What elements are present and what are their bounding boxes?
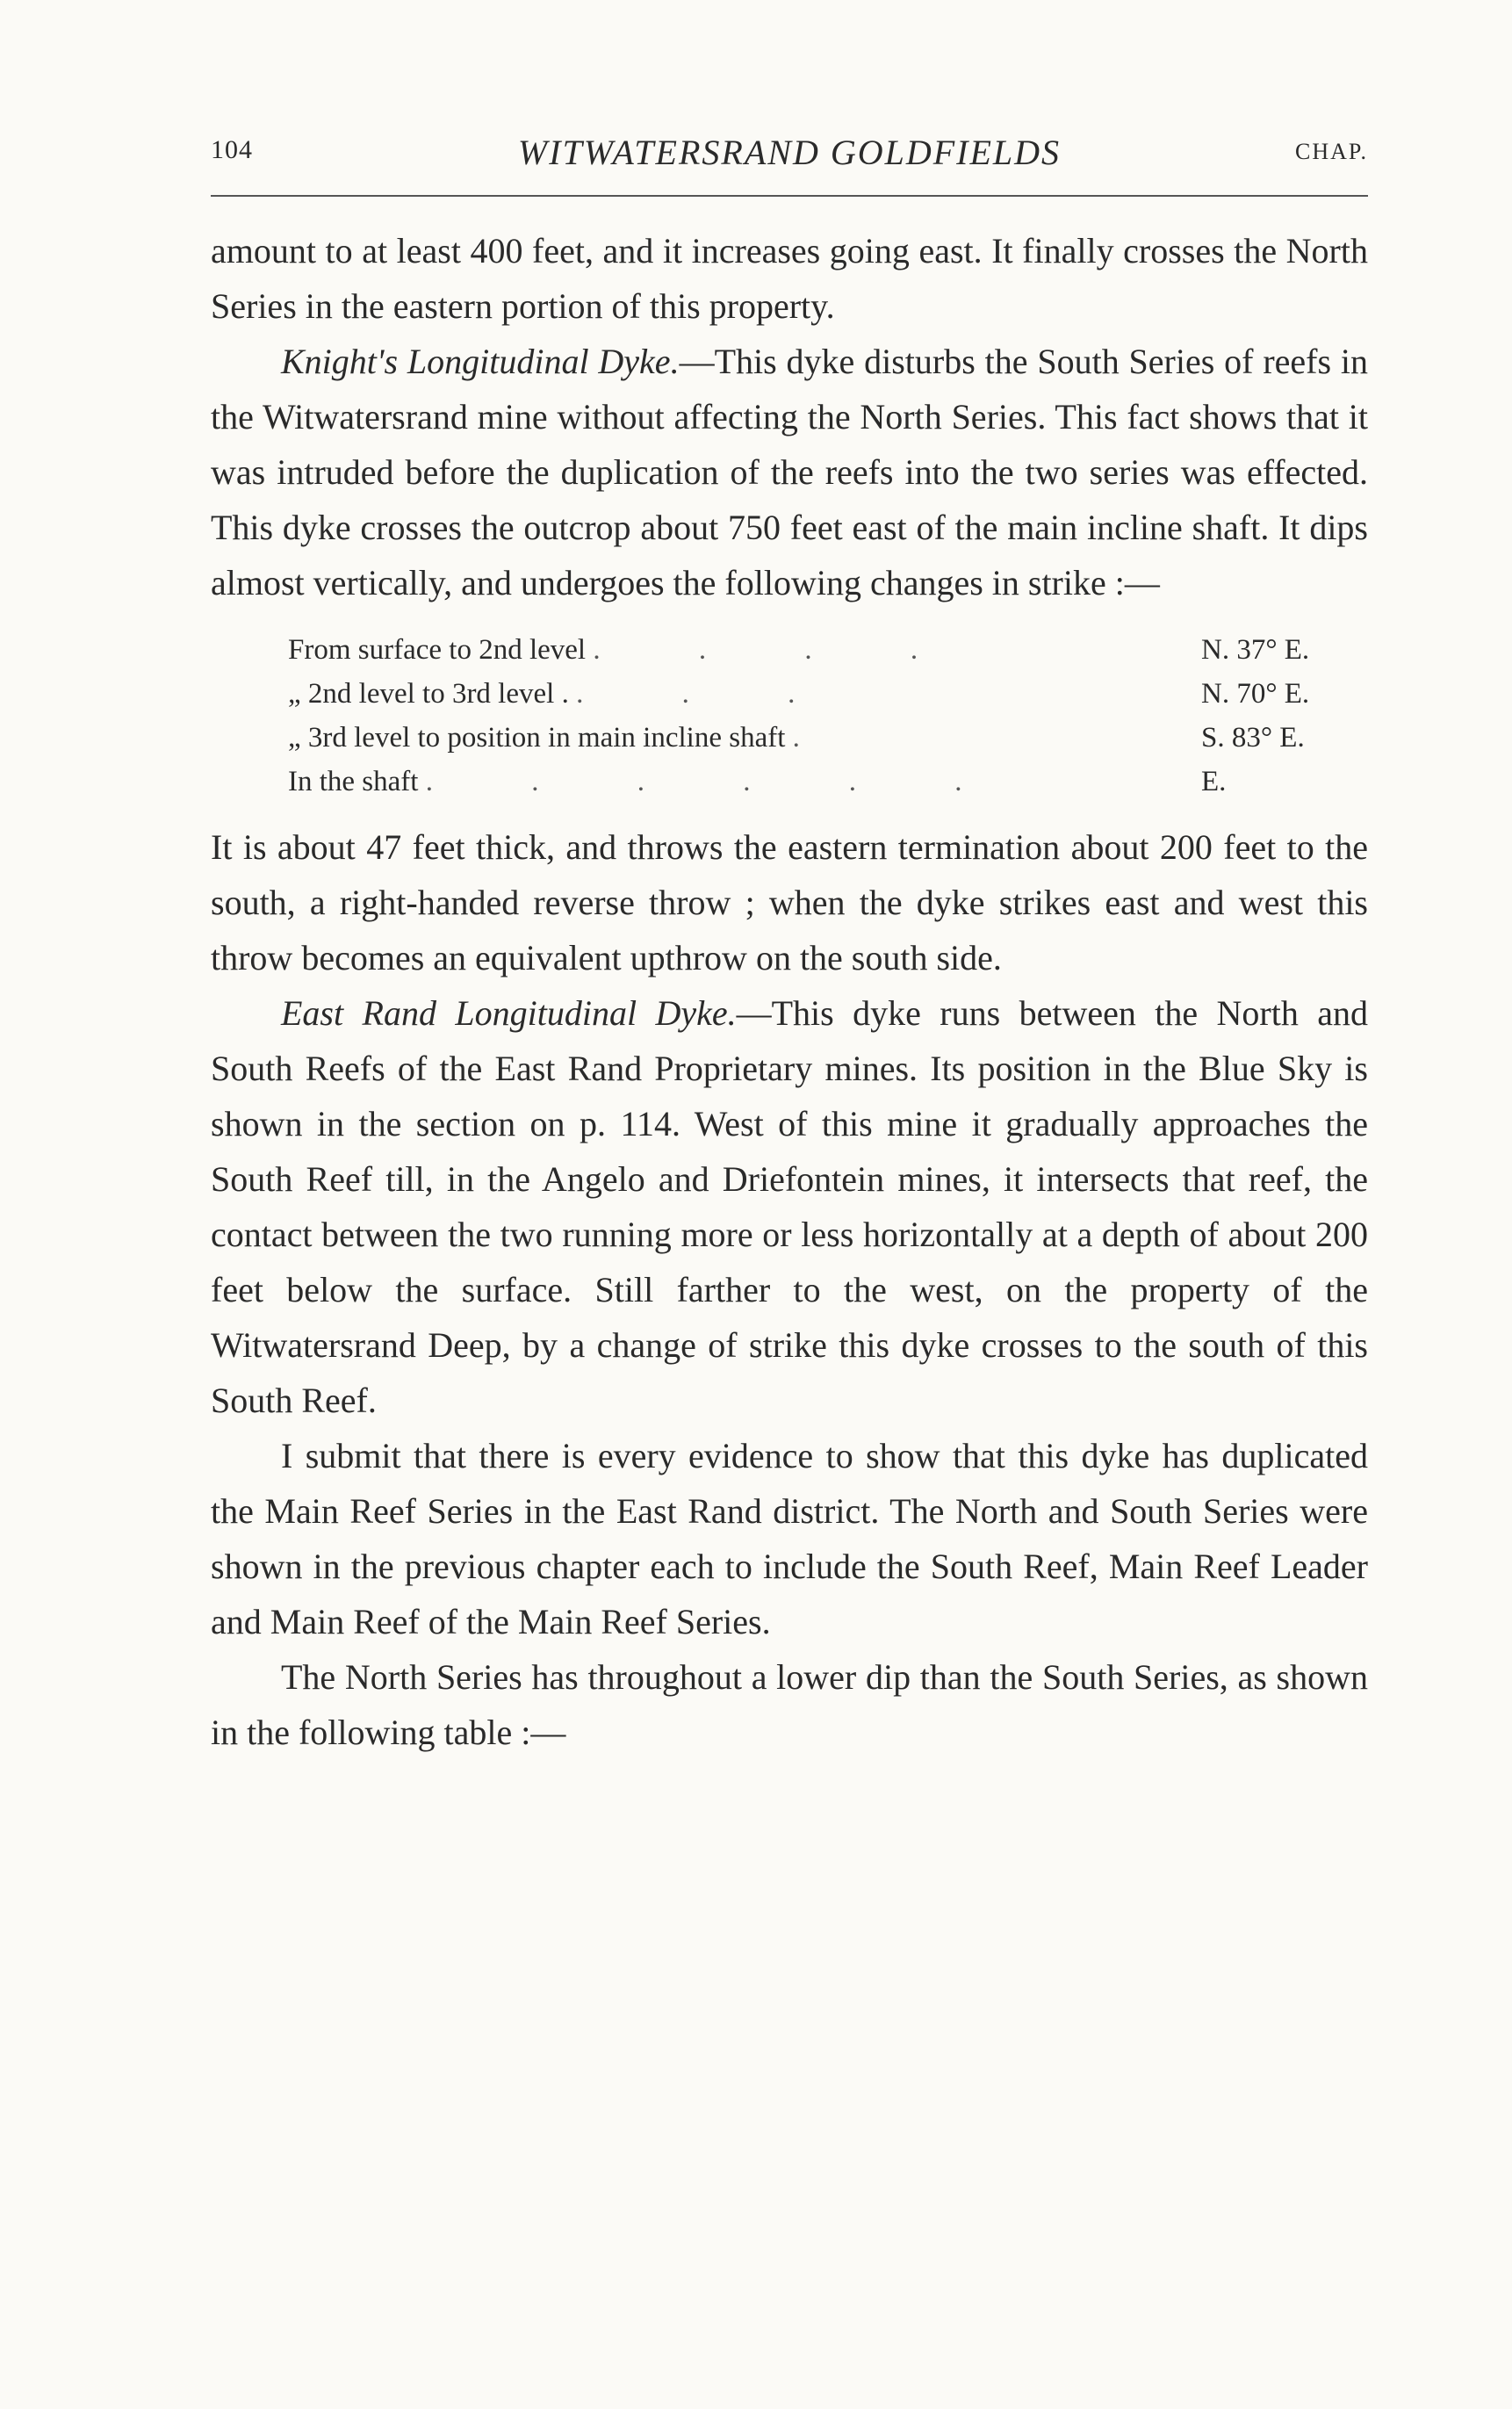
paragraph-knights-dyke [211,334,1368,610]
leader-dots: . . . . . . [425,766,1008,797]
leader-dots: . . . . [593,634,964,666]
strike-direction: N. 70° E. [1201,678,1310,710]
leader-dots: . . . [576,678,841,710]
paragraph-continuation: amount to at least 400 feet, and it increases going east. It finally crosses the North Series in the eastern portion of this property. [211,231,1368,326]
strike-from: From surface to 2nd level [288,634,587,666]
header-rule [211,195,1368,197]
strike-row [288,760,1368,804]
strike-from: „ 2nd level to 3rd level . [288,678,569,710]
paragraph-north-series-dip: The North Series has throughout a lower dip than the South Series, as shown in the following table :— [211,1657,1368,1752]
strike-from: In the shaft [288,766,419,797]
strike-from-cell [288,760,1201,804]
body-text [211,223,1368,1760]
page-header [211,132,1368,181]
book-page [211,132,1368,1760]
page-number: 104 [211,135,253,164]
strike-row [288,628,1368,672]
strike-direction: N. 37° E. [1201,634,1310,666]
paragraph-east-rand-dyke-body: —This dyke runs between the North and South Reefs of the East Rand Proprietary mines. Its position in the Blue Sky is shown in the section on p. 114. West of this mine it gradually approaches the South Reef till, in the Angelo and Driefontein mines, it intersects that reef, the contact between the two running more or less horizontally at a depth of about 200 feet below the surface. Still farther to the west, on the property of the Witwatersrand Deep, by a change of strike this dyke crosses to the south of this South Reef. [211,993,1368,1420]
chapter-label: CHAP. [1295,139,1368,164]
strike-row [288,716,1368,760]
strike-from-cell [288,628,1201,672]
running-title: WITWATERSRAND GOLDFIELDS [517,133,1062,172]
paragraph-east-rand-dyke [211,985,1368,1428]
strike-row [288,672,1368,716]
paragraph-dyke-thickness: It is about 47 feet thick, and throws the eastern termination about 200 feet to the south, a right-handed reverse throw ; when the dyke strikes east and west this throw becomes an equivalent upthrow on the south side. [211,827,1368,977]
paragraph-duplication: I submit that there is every evidence to show that this dyke has duplicated the Main Reef Series in the East Rand district. The North and South Series were shown in the previous chapter each to include the South Reef, Main Reef Leader and Main Reef of the Main Reef Series. [211,1436,1368,1641]
strike-table [288,628,1368,804]
leader-dots: . [792,722,846,754]
strike-from-cell [288,716,1201,760]
strike-direction: S. 83° E. [1201,722,1305,754]
strike-from: „ 3rd level to position in main incline shaft [288,722,786,754]
section-heading-east-rand-dyke: East Rand Longitudinal Dyke. [281,993,737,1033]
strike-direction: E. [1201,766,1227,797]
section-heading-knights-dyke: Knight's Longitudinal Dyke. [281,342,680,381]
paragraph-knights-dyke-body: —This dyke disturbs the South Series of reefs in the Witwatersrand mine without affecting the North Series. This fact shows that it was intruded before the duplication of the reefs into the two series was effected. This dyke crosses the outcrop about 750 feet east of the main incline shaft. It dips almost vertically, and undergoes the following changes in strike :— [211,342,1368,602]
strike-from-cell [288,672,1201,716]
